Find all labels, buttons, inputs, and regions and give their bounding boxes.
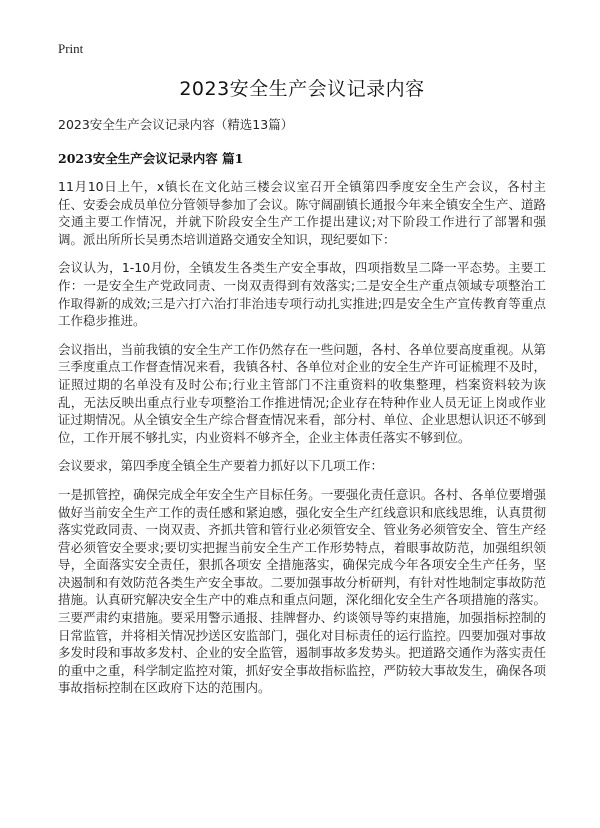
paragraph-requirements-intro: 会议要求，第四季度全镇全生产要着力抓好以下几项工作： xyxy=(58,458,384,474)
document-subtitle: 2023安全生产会议记录内容（精选13篇） xyxy=(58,117,294,132)
paragraph-meeting-summary: 会议认为，1-10月份，全镇发生各类生产安全事故，四项指数呈二降一平态势。主要工作：一是安全生产党政同责、一岗双责得到有效落实;二是安全生产重点领域专项整治工作取得新的成效;三是六打六治打非治违专项行动扎实推进;四是安全生产宣传教育等重点工作稳步推进。 xyxy=(58,260,546,329)
paragraph-meeting-intro: 11月10日上午，x镇长在文化站三楼会议室召开全镇第四季度安全生产会议，各村主任、安委会成员单位分管领导参加了会议。陈守阔副镇长通报今年来全镇安全生产、道路交通主要工作情况，并就下阶段安全生产工作提出建议;对下阶段工作进行了部署和强调。派出所所长吴勇杰培训道路交通安全知识，现纪要如下： xyxy=(58,179,546,247)
paragraph-control-measures: 一是抓管控，确保完成全年安全生产目标任务。一要强化责任意识。各村、各单位要增强做好当前安全生产工作的责任感和紧迫感，强化安全生产红线意识和底线思维，认真贯彻落实党政同责、一岗双责、齐抓共管和管行业必须管安全、管业务必须管安全、管生产经营必须管安全要求;要切实把握当前安全生产工作形势特点，着眼事故防范，加强组织领导，全面落实安全责任，狠抓各项安 全措施落实，确保完成今年各项安全生产任务，坚决遏制和有效防范各类生产安全事故。二要加强事故分析研判，有针对性地制定事故防范措施。认真研究解决安全生产中的难点和重点问题，深化细化安全生产各项措施的落实。三要严肃约束措施。要采用警示通报、挂牌督办、约谈领导等约束措施，加强指标控制的日常监管，并将相关情况抄送区安监部门，强化对目标责任的运行监控。四要加强对事故多发时段和事故多发村、企业的安全监管，遏制事故多发势头。把道路交通作为落实责任的重中之重，科学制定监控对策，抓好安全事故指标监控，严防较大事故发生，确保各项事故指标控制在区政府下达的范围内。 xyxy=(58,486,546,696)
print-link[interactable]: Print xyxy=(58,41,84,56)
section-heading: 2023安全生产会议记录内容 篇1 xyxy=(58,151,244,166)
paragraph-existing-problems: 会议指出，当前我镇的安全生产工作仍然存在一些问题，各村、各单位要高度重视。从第三季度重点工作督查情况来看，我镇各村、各单位对企业的安全生产许可证梳理不及时，证照过期的名单没有及时公布;行业主管部门不注重资料的收集整理，档案资料较为诙乱，无法反映出重点行业专项整治工作推进情况;企业存在特种作业人员无证上岗或作业 证过期情况。从全镇安全生产综合督查情况来看，部分村、单位、企业思想认识还不够到位，工作开展不够扎实，内业资料不够齐全，企业主体责任落实不够到位。 xyxy=(58,341,546,445)
page-title: 2023安全生产会议记录内容 xyxy=(179,78,425,100)
